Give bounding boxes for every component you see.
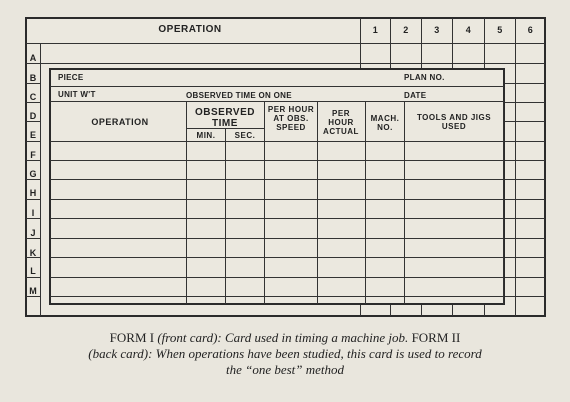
front-row-line: [503, 199, 545, 200]
caption-line-1: [0, 330, 570, 346]
caption-form1-paren: (front card):: [157, 330, 222, 345]
back-card: [49, 68, 505, 305]
front-row-line: [503, 83, 545, 84]
back-row-line: [50, 199, 504, 200]
front-row-line: [503, 218, 545, 219]
front-row-line: [503, 277, 545, 278]
caption-form1-text: Card used in timing a machine job.: [224, 330, 409, 345]
front-col-4: 4: [465, 25, 472, 35]
caption-line-2: [0, 346, 570, 362]
back-info-divider: [50, 86, 504, 87]
back-col-sep: [503, 101, 504, 304]
front-row-line: [503, 296, 545, 297]
front-row-line: [503, 257, 545, 258]
caption-form2: FORM II: [411, 330, 461, 345]
back-col-min: MIN.: [196, 131, 216, 140]
back-row-line: [50, 257, 504, 258]
front-row-line: [503, 179, 545, 180]
row-letter-h: H: [29, 188, 37, 198]
back-col-sec: SEC.: [234, 131, 256, 140]
front-col-2: 2: [403, 25, 409, 35]
row-letter-j: J: [30, 228, 36, 238]
front-row-line: [26, 277, 40, 278]
front-row-line: [503, 238, 545, 239]
front-row-line: [26, 199, 40, 200]
piece-label: PIECE: [58, 73, 84, 82]
front-row-line: [26, 160, 40, 161]
front-row-line: [26, 141, 40, 142]
back-col-observed-time: OBSERVED TIME: [195, 107, 255, 129]
row-letter-a: A: [29, 53, 37, 63]
back-row-line: [50, 238, 504, 239]
front-header-divider: [26, 43, 545, 44]
back-col-sep: [264, 101, 265, 304]
back-header-bottom: [50, 141, 504, 142]
back-col-operation: OPERATION: [91, 117, 149, 127]
row-letter-c: C: [29, 92, 37, 102]
back-col-per-hour-obs: PER HOUR AT OBS. SPEED: [267, 105, 315, 132]
front-row-line: [503, 160, 545, 161]
front-row-line: [26, 102, 40, 103]
row-letter-k: K: [29, 248, 37, 258]
caption-line-3: [0, 362, 570, 378]
row-letter-b: B: [29, 73, 37, 83]
front-row-line: [26, 257, 40, 258]
row-letter-g: G: [29, 169, 37, 179]
front-row-line: [503, 121, 545, 122]
row-letter-f: F: [30, 150, 36, 160]
front-row-line: [26, 121, 40, 122]
front-col-3: 3: [434, 25, 440, 35]
back-row-line: [50, 160, 504, 161]
front-row-line: [26, 238, 40, 239]
row-letter-e: E: [29, 130, 36, 140]
back-col-sep: [404, 101, 405, 304]
front-row-line: [26, 179, 40, 180]
row-letter-m: M: [29, 286, 37, 296]
back-col-tools-jigs: TOOLS AND JIGS USED: [416, 113, 492, 131]
front-row-line: [26, 218, 40, 219]
figure-caption: [0, 330, 570, 378]
front-title: OPERATION: [158, 24, 222, 35]
date-label: DATE: [404, 91, 427, 100]
caption-form2-paren: (back card):: [88, 346, 153, 361]
front-row-line: [503, 102, 545, 103]
front-row-line: [503, 141, 545, 142]
front-row-line: [26, 63, 545, 64]
unit-weight-label: UNIT W'T: [58, 90, 96, 99]
caption-form1: FORM I: [109, 330, 155, 345]
front-row-line: [26, 296, 40, 297]
front-col-5: 5: [497, 25, 503, 35]
front-row-line: [26, 83, 40, 84]
back-row-line: [50, 218, 504, 219]
row-letter-l: L: [30, 266, 36, 276]
front-col-6: 6: [527, 25, 534, 35]
back-row-line: [50, 277, 504, 278]
front-letter-sep: [40, 43, 41, 316]
plan-no-label: PLAN NO.: [404, 73, 445, 82]
caption-form2-text: When operations have been studied, this card is used to record: [155, 346, 482, 361]
back-header-top: [50, 101, 504, 102]
back-col-mach-no: MACH. NO.: [370, 114, 400, 132]
row-letter-d: D: [29, 111, 37, 121]
observed-time-one-label: OBSERVED TIME ON ONE: [186, 91, 292, 100]
caption-line-3-text: the “one best” method: [225, 362, 345, 377]
back-row-line: [50, 296, 504, 297]
front-col-1: 1: [372, 25, 379, 35]
back-row-line: [50, 179, 504, 180]
row-letter-i: I: [31, 208, 35, 218]
back-col-per-hour-actual: PER HOUR ACTUAL: [323, 109, 359, 136]
